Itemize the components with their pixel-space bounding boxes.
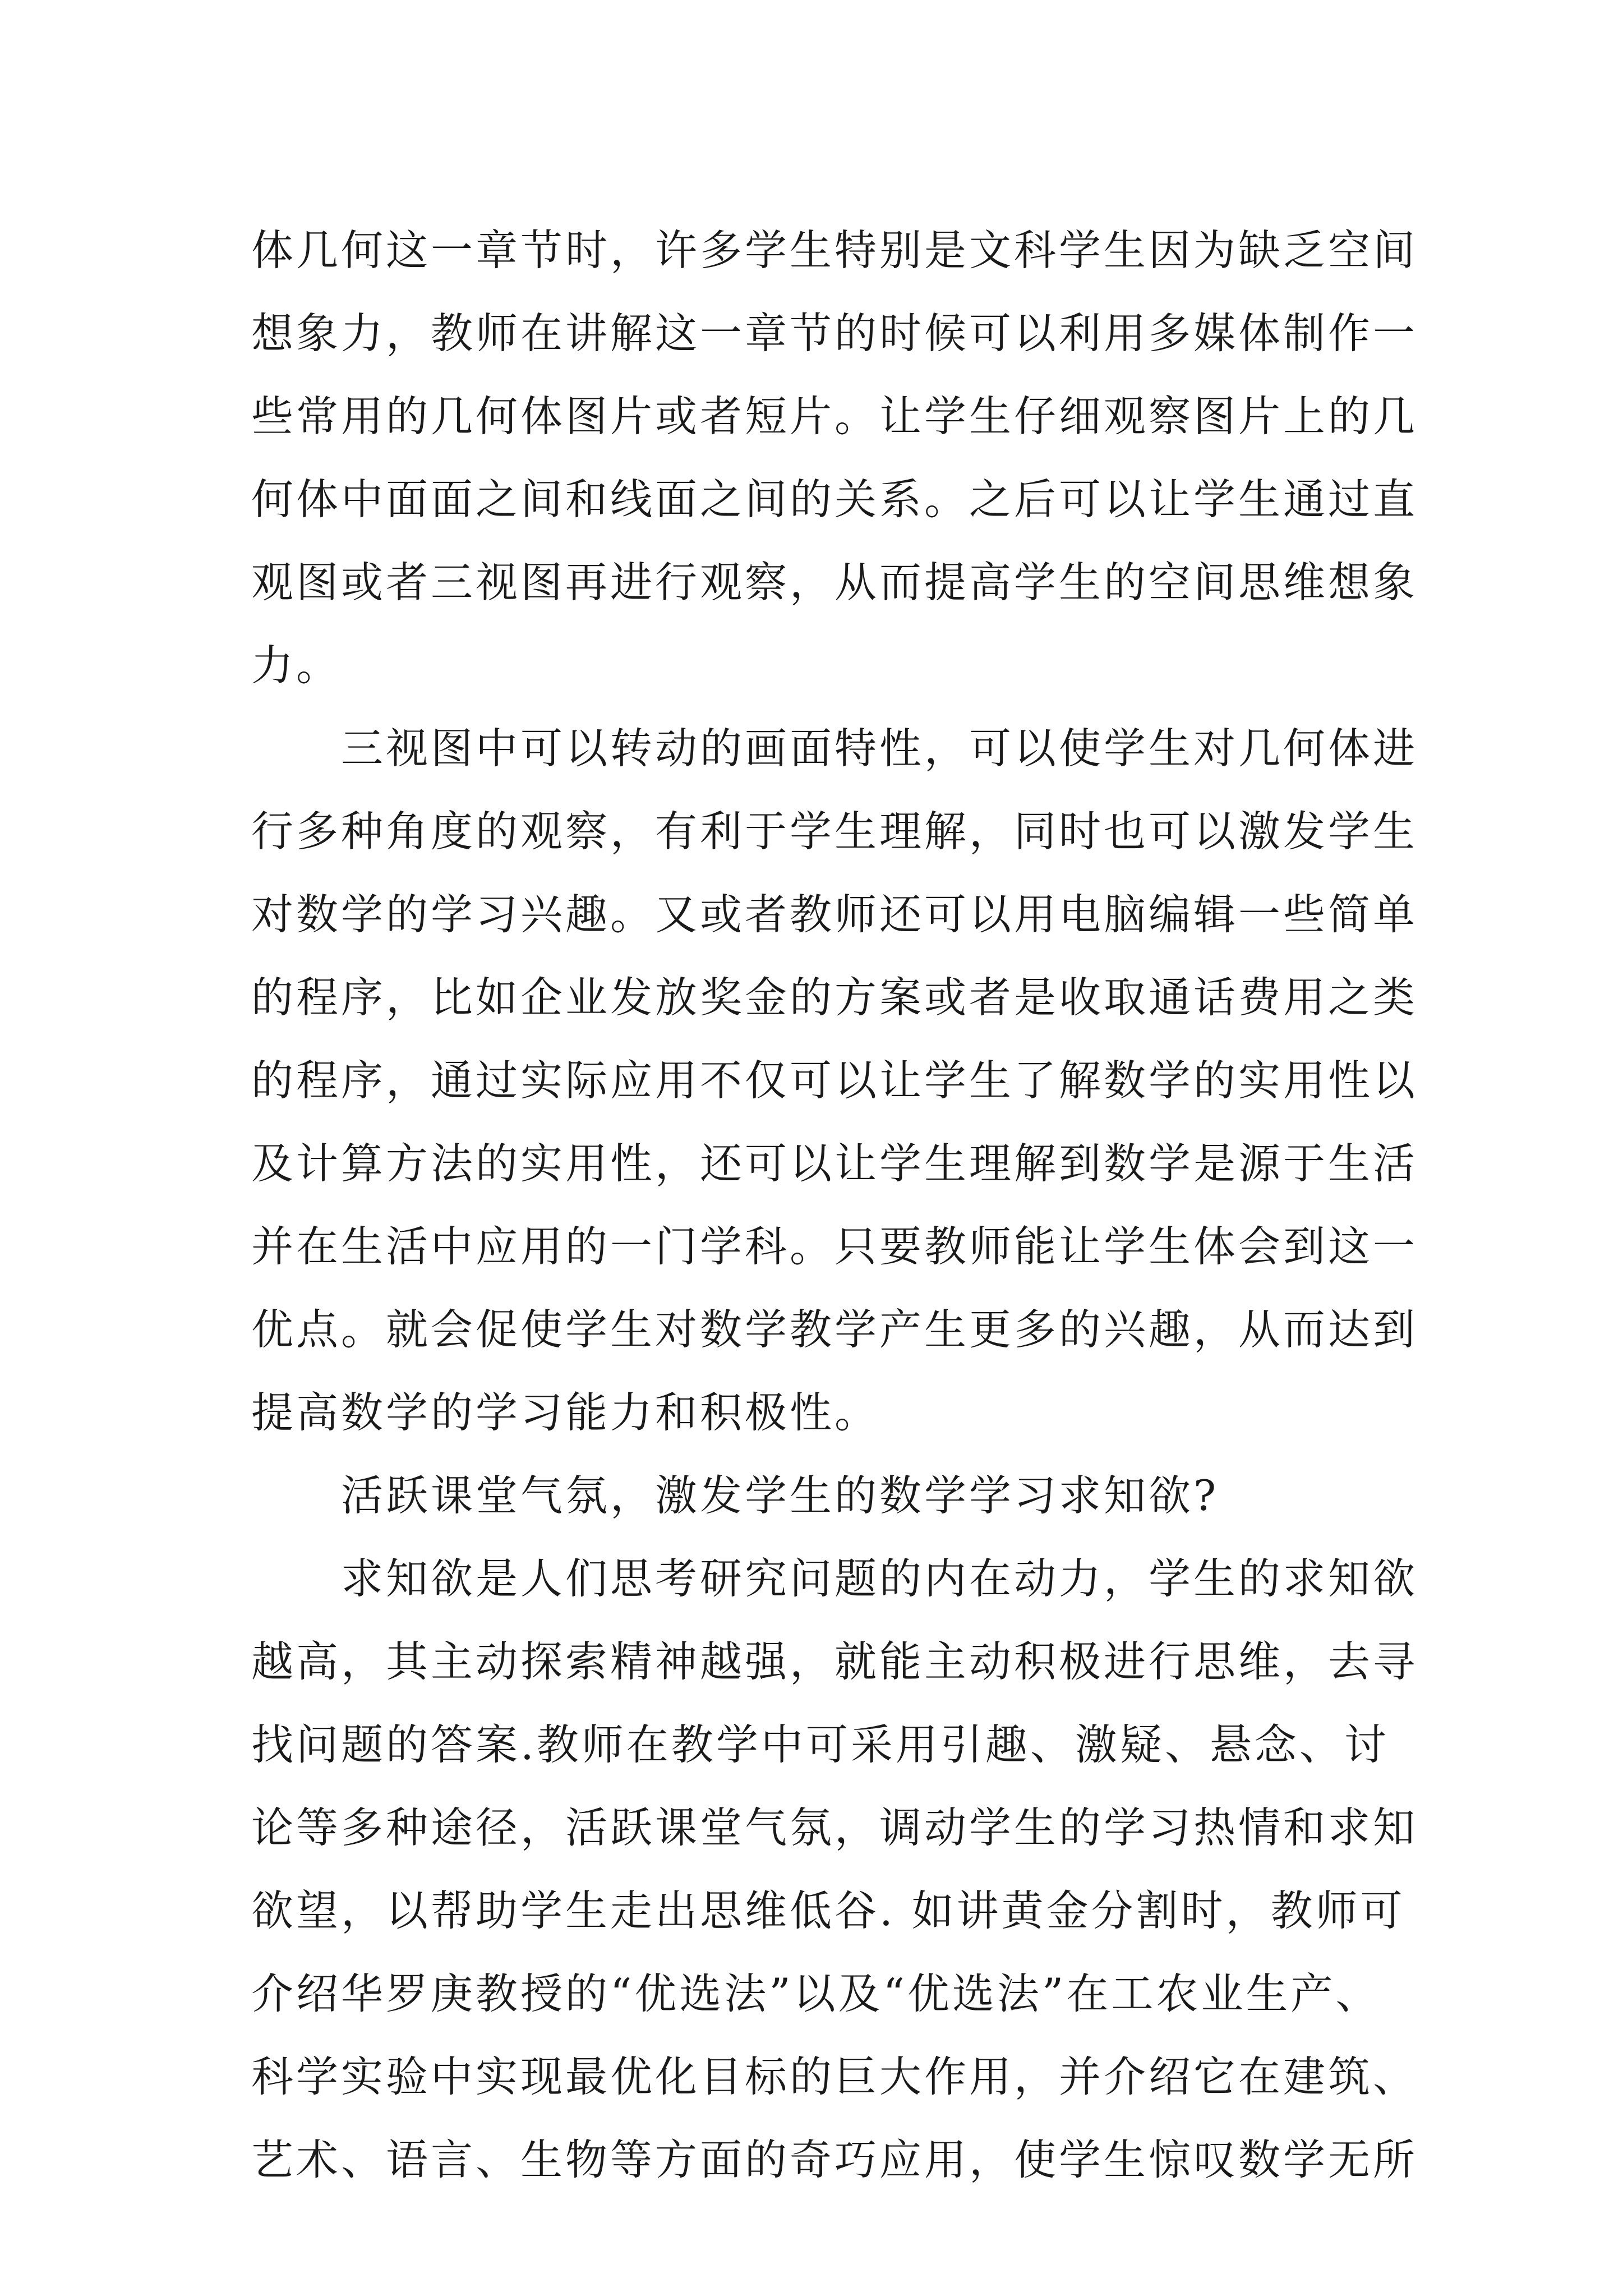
text-line-4: 何体中面面之间和线面之间的关系。之后可以让学生通过直 xyxy=(251,475,1418,524)
text-line-22: 介绍华罗庚教授的“优选法”以及“优选法”在工农业生产、 xyxy=(251,1969,1381,2018)
text-line-8: 行多种角度的观察，有利于学生理解，同时也可以激发学生 xyxy=(251,807,1418,856)
text-line-7: 三视图中可以转动的画面特性，可以使学生对几何体进 xyxy=(341,724,1418,773)
text-line-23: 科学实验中实现最优化目标的巨大作用，并介绍它在建筑、 xyxy=(251,2052,1418,2101)
text-line-19: 找问题的答案.教师在教学中可采用引趣、激疑、悬念、讨 xyxy=(251,1720,1389,1769)
text-line-14: 优点。就会促使学生对数学教学产生更多的兴趣，从而达到 xyxy=(251,1305,1418,1354)
text-line-24: 艺术、语言、生物等方面的奇巧应用，使学生惊叹数学无所 xyxy=(251,2135,1418,2184)
text-line-5: 观图或者三视图再进行观察，从而提高学生的空间思维想象 xyxy=(251,558,1418,607)
text-line-12: 及计算方法的实用性，还可以让学生理解到数学是源于生活 xyxy=(251,1139,1418,1188)
text-line-9: 对数学的学习兴趣。又或者教师还可以用电脑编辑一些简单 xyxy=(251,890,1418,939)
text-line-10: 的程序，比如企业发放奖金的方案或者是收取通话费用之类 xyxy=(251,973,1418,1022)
text-line-11: 的程序，通过实际应用不仅可以让学生了解数学的实用性以 xyxy=(251,1056,1418,1105)
text-line-15: 提高数学的学习能力和积极性。 xyxy=(251,1388,880,1437)
text-line-13: 并在生活中应用的一门学科。只要教师能让学生体会到这一 xyxy=(251,1222,1418,1271)
body-text xyxy=(251,209,1429,2201)
text-line-17: 求知欲是人们思考研究问题的内在动力，学生的求知欲 xyxy=(341,1554,1418,1603)
text-line-6: 力。 xyxy=(251,641,342,690)
text-line-2: 想象力，教师在讲解这一章节的时候可以利用多媒体制作一 xyxy=(251,309,1418,358)
text-line-18: 越高，其主动探索精神越强，就能主动积极进行思维，去寻 xyxy=(251,1637,1418,1686)
text-line-21: 欲望，以帮助学生走出思维低谷. 如讲黄金分割时，教师可 xyxy=(251,1886,1405,1935)
text-line-3: 些常用的几何体图片或者短片。让学生仔细观察图片上的几 xyxy=(251,392,1418,441)
text-line-1: 体几何这一章节时，许多学生特别是文科学生因为缺乏空间 xyxy=(251,226,1418,275)
section-heading: 活跃课堂气氛，激发学生的数学学习求知欲? xyxy=(341,1471,1219,1520)
text-line-20: 论等多种途径，活跃课堂气氛，调动学生的学习热情和求知 xyxy=(251,1803,1418,1852)
